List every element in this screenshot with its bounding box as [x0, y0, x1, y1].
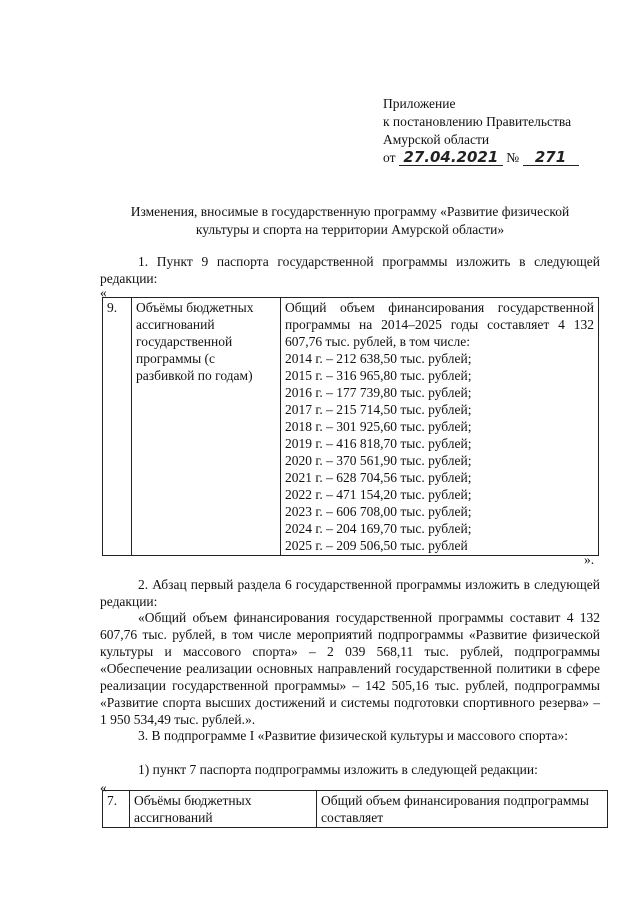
paragraph-2: 2. Абзац первый раздела 6 государственной программы изложить в следующей редакции: — [100, 577, 600, 609]
row-label: Объёмы бюджетных ассигнований государственной программы (с разбивкой по годам) — [132, 298, 281, 556]
handwritten-date: 27.04.2021 — [399, 150, 503, 166]
year-amount: 2022 г. – 471 154,20 тыс. рублей; — [285, 487, 472, 502]
year-amount: 2025 г. – 209 506,50 тыс. рублей — [285, 538, 468, 553]
year-amount: 2020 г. – 370 561,90 тыс. рублей; — [285, 453, 472, 468]
table-row — [103, 791, 608, 828]
year-amount: 2018 г. – 301 925,60 тыс. рублей; — [285, 419, 472, 434]
table-row — [103, 298, 599, 556]
appendix-date-line — [383, 149, 579, 167]
passport-table-2 — [102, 790, 608, 828]
row-number: 7. — [103, 791, 130, 828]
row-value: Общий объем финансирования подпрограммы составляет — [317, 791, 608, 828]
title-line-2: культуры и спорта на территории Амурской области» — [195, 222, 505, 237]
passport-table-1 — [102, 297, 599, 556]
paragraph-2-quote: «Общий объем финансирования государственной программы составит 4 132 607,76 тыс. рублей, в том числе мероприятий подпрограммы «Развитие физической культуры и массового спорта» – 2 039 568,11 тыс. рублей, подпрограммы «Обеспечение реализации основных направлений государственной политики в сфере реализации государственной программы» – 142 505,16 тыс. рублей, подпрограммы «Развитие спорта высших достижений и системы подготовки спортивного резерва» – 1 950 534,49 тыс. рублей.». — [100, 610, 600, 727]
open-quote-1: « — [100, 285, 107, 300]
handwritten-number: 271 — [523, 150, 579, 166]
year-amount: 2016 г. – 177 739,80 тыс. рублей; — [285, 385, 472, 400]
number-sign: № — [506, 150, 520, 165]
year-amount: 2021 г. – 628 704,56 тыс. рублей; — [285, 470, 472, 485]
row-value — [281, 298, 599, 556]
document-title — [100, 203, 600, 239]
appendix-line-1: Приложение — [383, 96, 456, 111]
appendix-line-2: к постановлению Правительства — [383, 114, 572, 129]
paragraph-1: 1. Пункт 9 паспорта государственной программы изложить в следующей редакции: — [100, 254, 600, 286]
close-quote-1: ». — [584, 552, 595, 567]
year-amount: 2019 г. – 416 818,70 тыс. рублей; — [285, 436, 472, 451]
open-quote-2: « — [100, 780, 107, 795]
year-amount: 2024 г. – 204 169,70 тыс. рублей; — [285, 521, 472, 536]
appendix-line-3: Амурской области — [383, 132, 490, 147]
paragraph-3: 3. В подпрограмме I «Развитие физической культуры и массового спорта»: — [138, 728, 568, 743]
year-amount: 2015 г. – 316 965,80 тыс. рублей; — [285, 368, 472, 383]
year-amount: 2014 г. – 212 638,50 тыс. рублей; — [285, 351, 472, 366]
paragraph-3-1: 1) пункт 7 паспорта подпрограммы изложить в следующей редакции: — [138, 762, 538, 777]
row-label: Объёмы бюджетных ассигнований — [130, 791, 317, 828]
title-line-1: Изменения, вносимые в государственную программу «Развитие физической — [130, 204, 570, 219]
row-number: 9. — [103, 298, 132, 556]
appendix-header — [383, 95, 579, 167]
financing-intro: Общий объем финансирования государственной программы на 2014–2025 годы составляет 4 132 607,76 тыс. рублей, в том числе: — [285, 300, 594, 349]
year-amount: 2017 г. – 215 714,50 тыс. рублей; — [285, 402, 472, 417]
from-prefix: от — [383, 150, 396, 165]
year-amount: 2023 г. – 606 708,00 тыс. рублей; — [285, 504, 472, 519]
